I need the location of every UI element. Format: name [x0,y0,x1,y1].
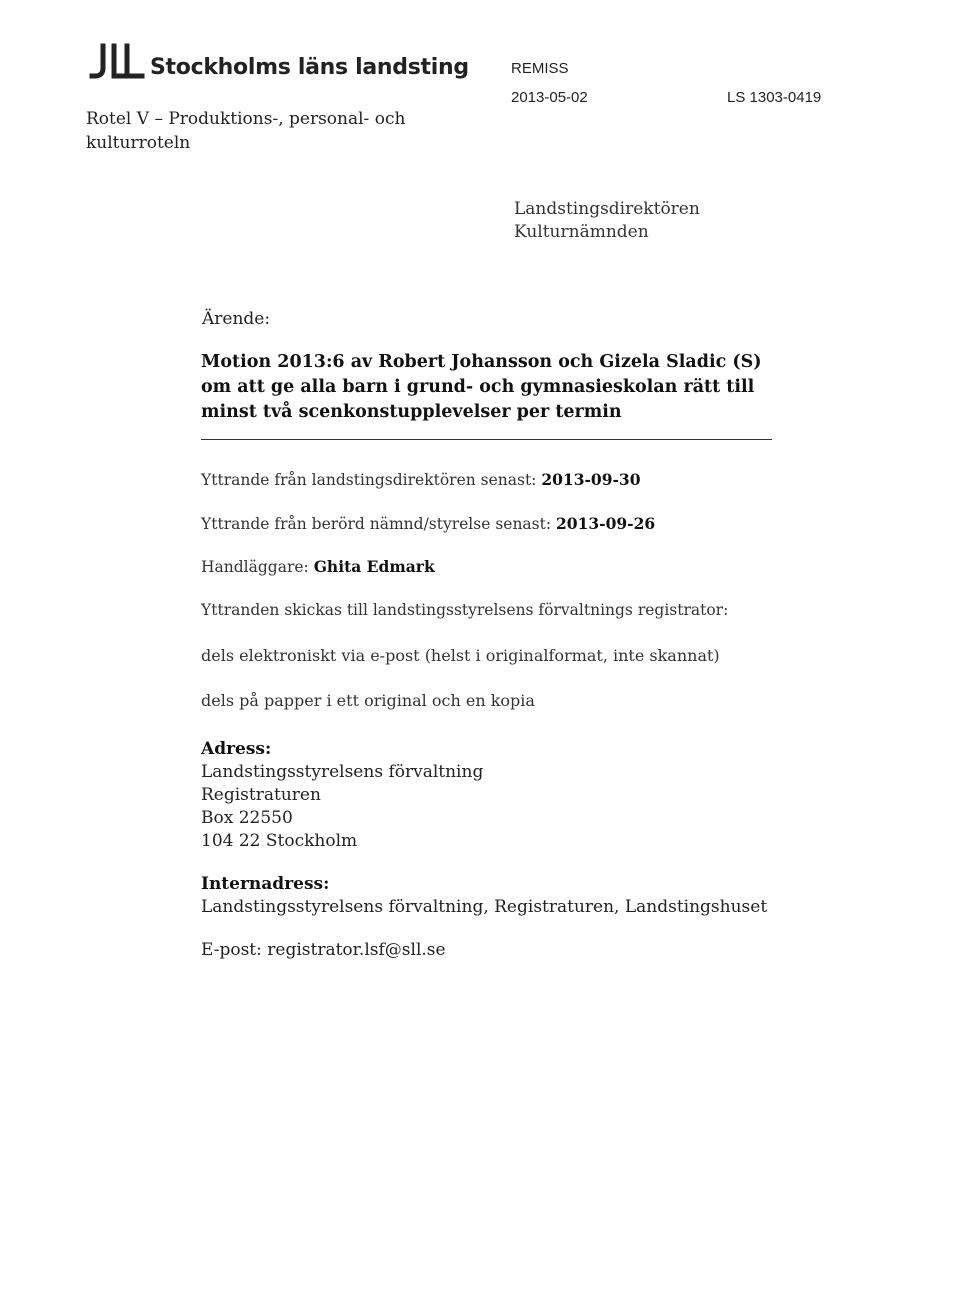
address-line: 104 22 Stockholm [201,831,358,851]
paper-instruction: dels på papper i ett original och en kopia [201,691,535,710]
director-deadline-label: Yttrande från landstingsdirektören senast: [201,471,542,489]
recipients [514,198,700,244]
send-to-instruction: Yttranden skickas till landstingsstyrelsens förvaltnings registrator: [201,601,729,619]
rotel-line-2: kulturroteln [86,133,191,153]
recipient-1: Landstingsdirektören [514,199,700,219]
internal-address [201,873,767,919]
board-deadline [201,514,655,533]
address-line: Registraturen [201,785,321,805]
handler [201,557,435,576]
board-deadline-date: 2013-09-26 [556,514,656,533]
electronic-instruction: dels elektroniskt via e-post (helst i originalformat, inte skannat) [201,646,720,665]
address-heading: Adress: [201,739,272,759]
matter-label: Ärende: [202,309,271,329]
board-deadline-label: Yttrande från berörd nämnd/styrelse senast: [201,515,557,533]
rotel-department [86,107,416,155]
title-line-2: om att ge alla barn i grund- och gymnasieskolan rätt till [201,377,755,397]
director-deadline-date: 2013-09-30 [541,470,641,489]
title-line-1: Motion 2013:6 av Robert Johansson och Gizela Sladic (S) [201,352,762,372]
postal-address [201,738,483,853]
handler-name: Ghita Edmark [313,557,435,576]
address-line: Landstingsstyrelsens förvaltning [201,762,484,782]
sll-logo-icon [89,42,145,86]
internal-address-heading: Internadress: [201,874,330,894]
document-date: 2013-05-02 [511,89,588,106]
recipient-2: Kulturnämnden [514,222,649,242]
matter-title [201,350,801,425]
document-type: REMISS [511,60,569,77]
org-name: Stockholms läns landsting [150,55,469,80]
internal-address-line: Landstingsstyrelsens förvaltning, Registraturen, Landstingshuset [201,897,768,917]
director-deadline [201,470,641,489]
title-line-3: minst två scenkonstupplevelser per termin [201,402,622,422]
rotel-line-1: Rotel V – Produktions-, personal- och [86,109,406,129]
handler-label: Handläggare: [201,558,314,576]
reference-number: LS 1303-0419 [727,89,822,106]
address-line: Box 22550 [201,808,293,828]
email-address: E-post: registrator.lsf@sll.se [201,940,446,960]
divider [201,439,772,440]
